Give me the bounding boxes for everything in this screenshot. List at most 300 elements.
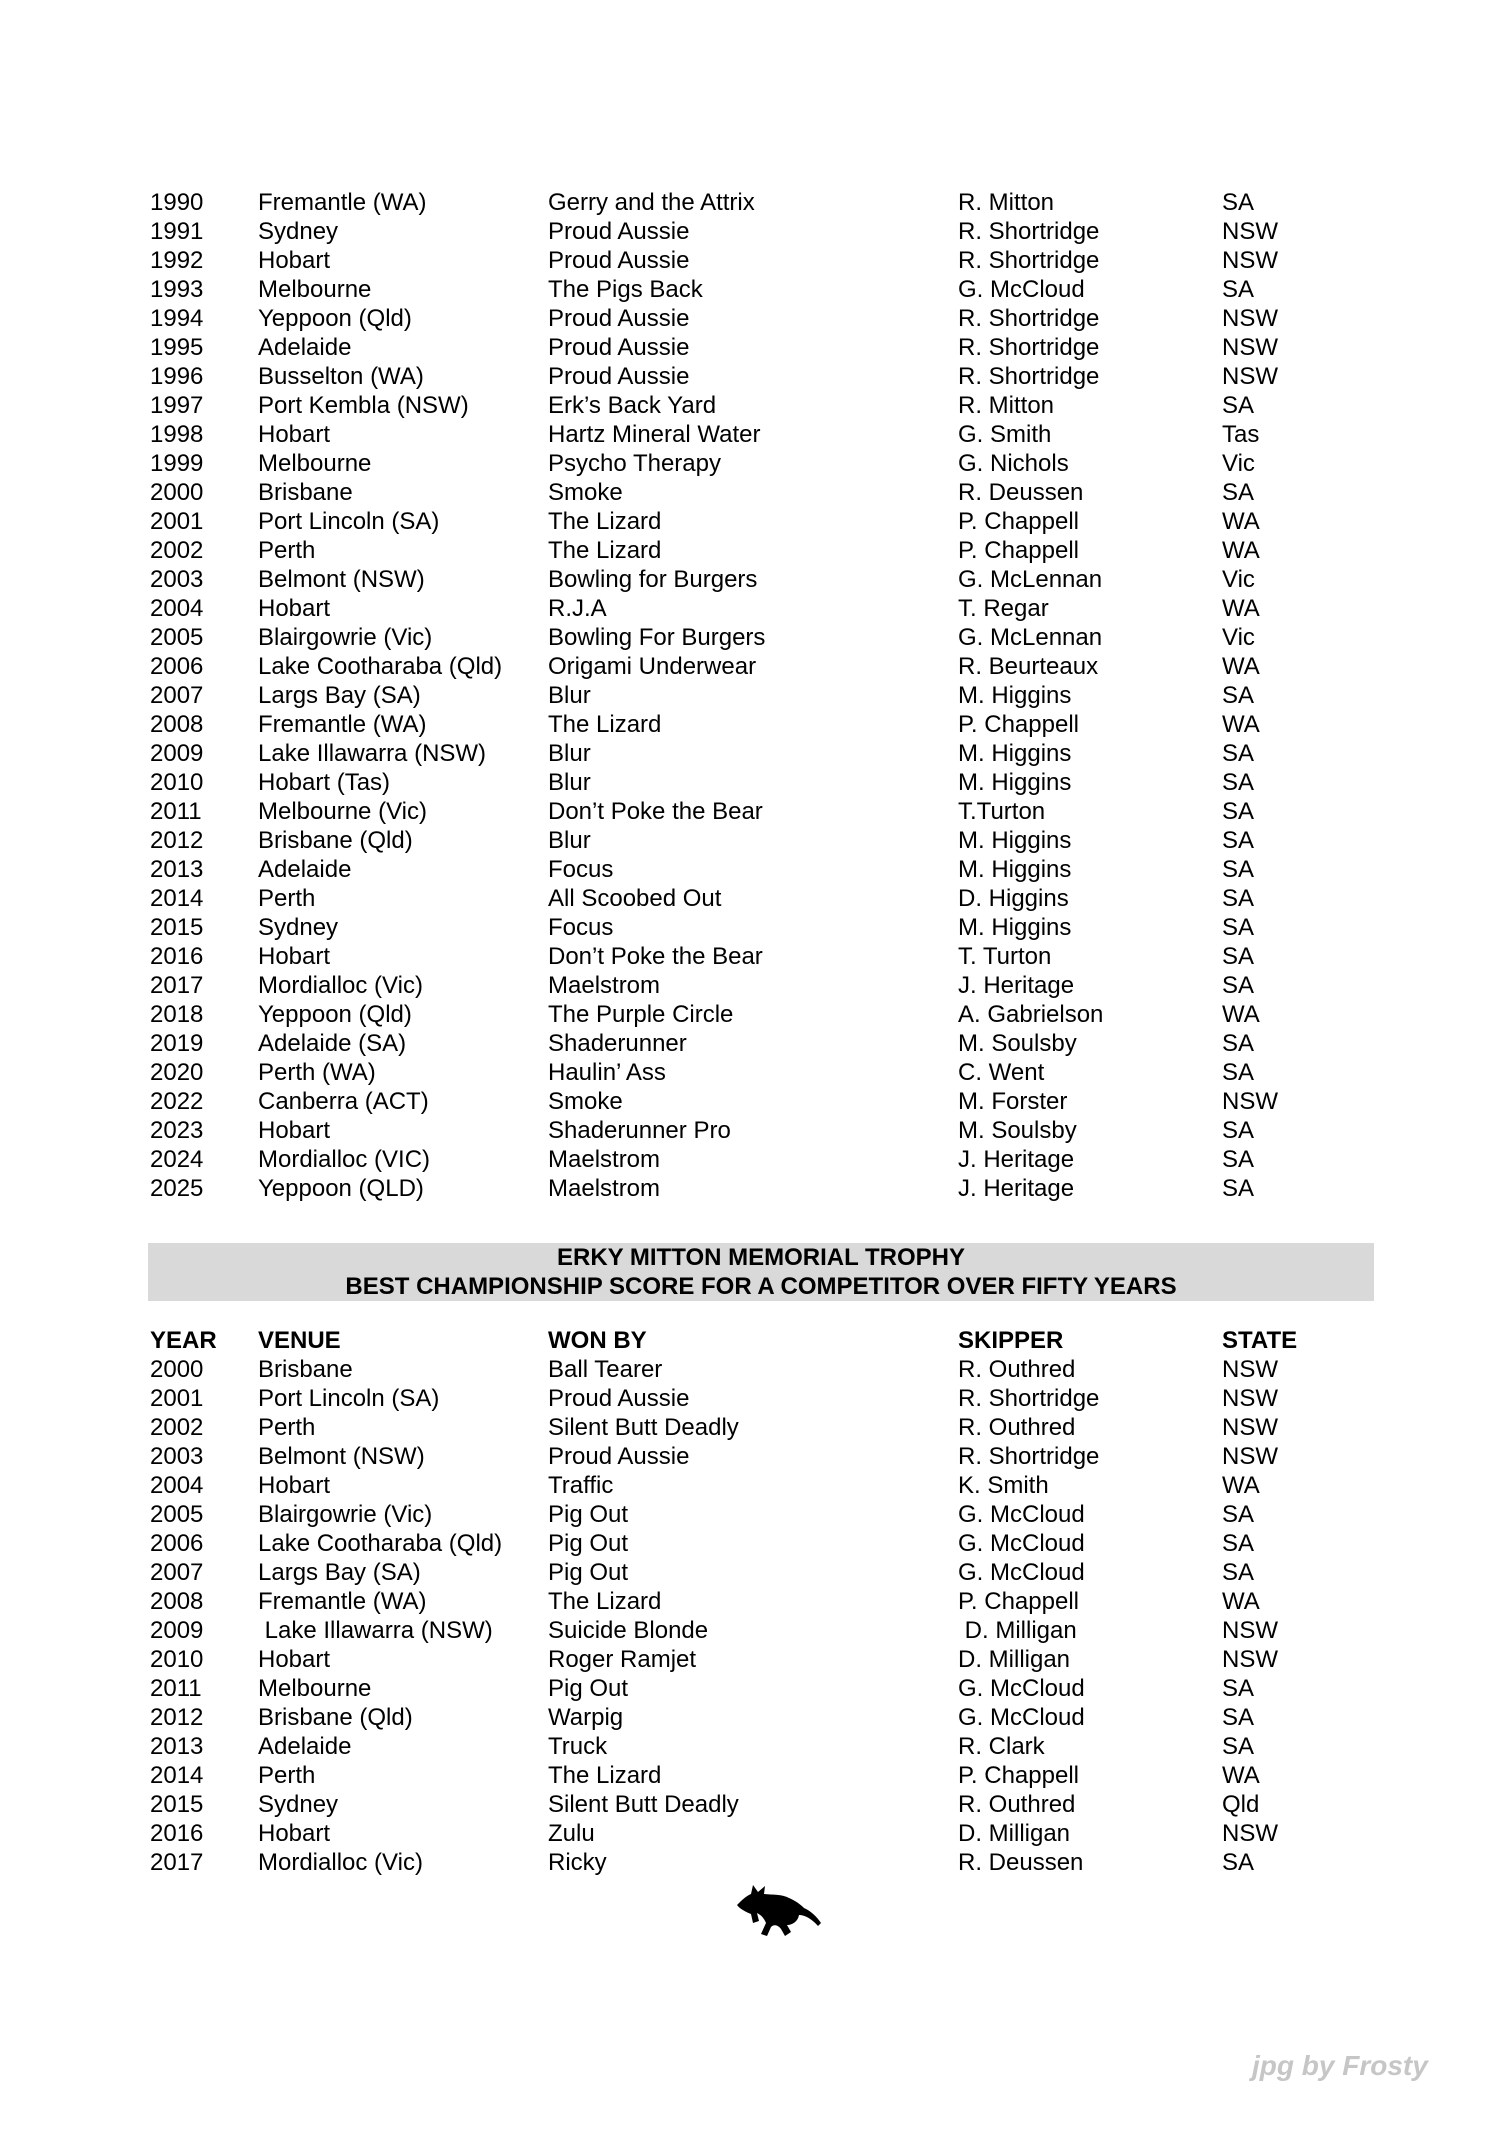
year-cell: 2011	[150, 798, 202, 825]
skipper-cell: R. Shortridge	[958, 305, 1100, 332]
venue-cell: Lake Cootharaba (Qld)	[258, 653, 503, 680]
skipper-cell: T.Turton	[958, 798, 1046, 825]
state-cell: SA	[1222, 827, 1255, 854]
wonby-cell: Bowling for Burgers	[548, 566, 758, 593]
venue-cell: Lake Cootharaba (Qld)	[258, 1530, 503, 1557]
wonby-cell: Proud Aussie	[548, 218, 690, 245]
trophy-banner	[148, 1243, 1374, 1301]
wonby-cell: Silent Butt Deadly	[548, 1414, 739, 1441]
table-row	[150, 855, 1352, 884]
venue-cell: Perth (WA)	[258, 1059, 376, 1086]
year-cell: 1994	[150, 305, 204, 332]
venue-cell: Hobart	[258, 1472, 331, 1499]
wonby-cell: Focus	[548, 914, 614, 941]
wonby-cell: Proud Aussie	[548, 363, 690, 390]
kangaroo-icon	[735, 1882, 821, 1938]
state-cell: WA	[1222, 1588, 1260, 1615]
venue-cell: Adelaide (SA)	[258, 1030, 407, 1057]
venue-cell: Belmont (NSW)	[258, 1443, 425, 1470]
state-cell: NSW	[1222, 1088, 1278, 1115]
table-row	[150, 507, 1352, 536]
skipper-cell: G. Nichols	[958, 450, 1069, 477]
venue-cell: Melbourne	[258, 276, 372, 303]
table-row	[150, 333, 1352, 362]
table-row	[150, 971, 1352, 1000]
skipper-cell: R. Shortridge	[958, 247, 1100, 274]
state-cell: SA	[1222, 479, 1255, 506]
table-row	[150, 1442, 1352, 1471]
venue-cell: Hobart	[258, 421, 331, 448]
state-cell: SA	[1222, 1117, 1255, 1144]
wonby-cell: Pig Out	[548, 1675, 629, 1702]
table-row	[150, 1645, 1352, 1674]
skipper-cell: R. Outhred	[958, 1356, 1076, 1383]
state-cell: WA	[1222, 1762, 1260, 1789]
wonby-cell: Silent Butt Deadly	[548, 1791, 739, 1818]
skipper-cell: R. Shortridge	[958, 334, 1100, 361]
venue-cell: Hobart	[258, 1117, 331, 1144]
wonby-cell: Don’t Poke the Bear	[548, 943, 763, 970]
wonby-cell: The Pigs Back	[548, 276, 703, 303]
trophy-table-header-row	[150, 1326, 1352, 1355]
skipper-cell: T. Regar	[958, 595, 1049, 622]
table-row	[150, 1790, 1352, 1819]
state-cell: WA	[1222, 653, 1260, 680]
skipper-cell: J. Heritage	[958, 1146, 1075, 1173]
trophy-banner-title: ERKY MITTON MEMORIAL TROPHY	[556, 1244, 966, 1271]
wonby-cell: Truck	[548, 1733, 608, 1760]
wonby-cell: All Scoobed Out	[548, 885, 722, 912]
table-row	[150, 913, 1352, 942]
year-cell: 2016	[150, 943, 204, 970]
wonby-cell: Shaderunner Pro	[548, 1117, 731, 1144]
wonby-cell: Proud Aussie	[548, 334, 690, 361]
year-cell: 2005	[150, 1501, 204, 1528]
year-cell: 2004	[150, 1472, 204, 1499]
state-cell: SA	[1222, 189, 1255, 216]
venue-cell: Yeppoon (Qld)	[258, 1001, 412, 1028]
wonby-cell: Don’t Poke the Bear	[548, 798, 763, 825]
state-cell: NSW	[1222, 247, 1278, 274]
table-row	[150, 1819, 1352, 1848]
skipper-cell: M. Higgins	[958, 827, 1072, 854]
state-cell: SA	[1222, 1733, 1255, 1760]
trophy-results-body	[150, 1355, 1352, 1877]
state-cell: NSW	[1222, 1443, 1278, 1470]
venue-cell: Mordialloc (VIC)	[258, 1146, 431, 1173]
skipper-cell: G. McCloud	[958, 276, 1085, 303]
year-cell: 2002	[150, 537, 204, 564]
year-cell: 2004	[150, 595, 204, 622]
year-cell: 2018	[150, 1001, 204, 1028]
skipper-cell: R. Shortridge	[958, 218, 1100, 245]
year-cell: 2003	[150, 566, 204, 593]
venue-cell: Hobart	[258, 1646, 331, 1673]
venue-cell: Adelaide	[258, 334, 352, 361]
table-row	[150, 942, 1352, 971]
table-row	[150, 623, 1352, 652]
skipper-cell: G. McCloud	[958, 1704, 1085, 1731]
state-cell: SA	[1222, 1146, 1255, 1173]
wonby-cell: Haulin’ Ass	[548, 1059, 666, 1086]
state-cell: WA	[1222, 508, 1260, 535]
skipper-cell: R. Deussen	[958, 479, 1084, 506]
wonby-cell: Zulu	[548, 1820, 595, 1847]
year-cell: 2008	[150, 1588, 204, 1615]
state-cell: SA	[1222, 1675, 1255, 1702]
venue-cell: Fremantle (WA)	[258, 189, 427, 216]
year-cell: 2013	[150, 1733, 204, 1760]
skipper-cell: R. Mitton	[958, 189, 1055, 216]
venue-cell: Perth	[258, 885, 316, 912]
wonby-cell: The Lizard	[548, 1762, 662, 1789]
state-cell: Tas	[1222, 421, 1260, 448]
state-cell: NSW	[1222, 1414, 1278, 1441]
table-row	[150, 1087, 1352, 1116]
table-row	[150, 1587, 1352, 1616]
year-cell: 2006	[150, 1530, 204, 1557]
year-cell: 2014	[150, 885, 204, 912]
venue-cell: Mordialloc (Vic)	[258, 972, 423, 999]
venue-cell: Hobart	[258, 595, 331, 622]
venue-cell: Perth	[258, 1762, 316, 1789]
venue-cell: Melbourne	[258, 450, 372, 477]
wonby-cell: Origami Underwear	[548, 653, 757, 680]
state-cell: WA	[1222, 1001, 1260, 1028]
state-cell: Qld	[1222, 1791, 1260, 1818]
state-cell: SA	[1222, 914, 1255, 941]
table-row	[150, 391, 1352, 420]
trophy-banner-subtitle: BEST CHAMPIONSHIP SCORE FOR A COMPETITOR OVER FIFTY YEARS	[345, 1273, 1177, 1300]
year-cell: 2000	[150, 1356, 204, 1383]
wonby-cell: Pig Out	[548, 1530, 629, 1557]
year-cell: 2001	[150, 1385, 204, 1412]
skipper-cell: R. Outhred	[958, 1414, 1076, 1441]
year-cell: 2001	[150, 508, 204, 535]
wonby-cell: Smoke	[548, 1088, 623, 1115]
wonby-cell: Traffic	[548, 1472, 614, 1499]
table-row	[150, 1471, 1352, 1500]
table-row	[150, 1355, 1352, 1384]
year-cell: 2011	[150, 1675, 202, 1702]
table-row	[150, 1000, 1352, 1029]
state-cell: SA	[1222, 943, 1255, 970]
table-row	[150, 565, 1352, 594]
state-cell: SA	[1222, 1175, 1255, 1202]
wonby-cell: Shaderunner	[548, 1030, 687, 1057]
state-cell: SA	[1222, 276, 1255, 303]
wonby-cell: Warpig	[548, 1704, 624, 1731]
championship-results-body	[150, 188, 1352, 1203]
year-cell: 1993	[150, 276, 204, 303]
state-cell: SA	[1222, 856, 1255, 883]
table-row	[150, 1116, 1352, 1145]
skipper-cell: T. Turton	[958, 943, 1052, 970]
wonby-cell: Hartz Mineral Water	[548, 421, 761, 448]
table-row	[150, 826, 1352, 855]
state-cell: SA	[1222, 972, 1255, 999]
state-cell: SA	[1222, 1530, 1255, 1557]
state-cell: NSW	[1222, 1385, 1278, 1412]
venue-cell: Brisbane (Qld)	[258, 1704, 413, 1731]
table-row	[150, 1674, 1352, 1703]
state-cell: SA	[1222, 769, 1255, 796]
state-cell: SA	[1222, 885, 1255, 912]
state-cell: NSW	[1222, 1617, 1278, 1644]
wonby-cell: Maelstrom	[548, 972, 661, 999]
year-cell: 2015	[150, 1791, 204, 1818]
year-cell: 2007	[150, 1559, 204, 1586]
skipper-cell: P. Chappell	[958, 537, 1079, 564]
skipper-column-header: SKIPPER	[958, 1327, 1064, 1354]
state-cell: NSW	[1222, 1820, 1278, 1847]
venue-cell: Busselton (WA)	[258, 363, 424, 390]
state-cell: NSW	[1222, 334, 1278, 361]
wonby-cell: Proud Aussie	[548, 247, 690, 274]
year-cell: 1998	[150, 421, 204, 448]
year-cell: 2020	[150, 1059, 204, 1086]
wonby-cell: Gerry and the Attrix	[548, 189, 755, 216]
table-row	[150, 1384, 1352, 1413]
table-row	[150, 768, 1352, 797]
table-row	[150, 449, 1352, 478]
skipper-cell: G. McCloud	[958, 1559, 1085, 1586]
skipper-cell: R. Mitton	[958, 392, 1055, 419]
year-cell: 2017	[150, 1849, 204, 1876]
wonby-cell: Blur	[548, 769, 591, 796]
skipper-cell: J. Heritage	[958, 972, 1075, 999]
year-cell: 2017	[150, 972, 204, 999]
wonby-cell: Suicide Blonde	[548, 1617, 709, 1644]
wonby-cell: Blur	[548, 740, 591, 767]
table-row	[150, 1174, 1352, 1203]
state-cell: NSW	[1222, 218, 1278, 245]
state-cell: Vic	[1222, 450, 1255, 477]
wonby-cell: The Lizard	[548, 508, 662, 535]
venue-cell: Adelaide	[258, 1733, 352, 1760]
venue-cell: Brisbane (Qld)	[258, 827, 413, 854]
venue-cell: Largs Bay (SA)	[258, 1559, 421, 1586]
skipper-cell: M. Higgins	[958, 740, 1072, 767]
venue-cell: Port Kembla (NSW)	[258, 392, 469, 419]
venue-cell: Melbourne (Vic)	[258, 798, 427, 825]
table-row	[150, 797, 1352, 826]
year-cell: 2010	[150, 769, 204, 796]
year-cell: 1997	[150, 392, 204, 419]
state-cell: SA	[1222, 1030, 1255, 1057]
wonby-cell: Maelstrom	[548, 1175, 661, 1202]
table-row	[150, 536, 1352, 565]
state-cell: SA	[1222, 798, 1255, 825]
skipper-cell: R. Shortridge	[958, 1443, 1100, 1470]
venue-cell: Largs Bay (SA)	[258, 682, 421, 709]
year-cell: 1992	[150, 247, 204, 274]
venue-cell: Perth	[258, 1414, 316, 1441]
venue-cell: Brisbane	[258, 479, 353, 506]
venue-cell: Adelaide	[258, 856, 352, 883]
state-cell: WA	[1222, 1472, 1260, 1499]
table-row	[150, 1500, 1352, 1529]
table-row	[150, 188, 1352, 217]
state-cell: Vic	[1222, 624, 1255, 651]
year-cell: 2007	[150, 682, 204, 709]
skipper-cell: J. Heritage	[958, 1175, 1075, 1202]
venue-cell: Perth	[258, 537, 316, 564]
table-row	[150, 1616, 1352, 1645]
skipper-cell: R. Beurteaux	[958, 653, 1099, 680]
venue-cell: Hobart	[258, 247, 331, 274]
venue-cell: Sydney	[258, 914, 339, 941]
year-cell: 2002	[150, 1414, 204, 1441]
table-row	[150, 1703, 1352, 1732]
wonby-cell: Roger Ramjet	[548, 1646, 697, 1673]
year-cell: 2003	[150, 1443, 204, 1470]
table-row	[150, 362, 1352, 391]
table-row	[150, 217, 1352, 246]
table-row	[150, 884, 1352, 913]
venue-cell: Port Lincoln (SA)	[258, 508, 440, 535]
year-column-header: YEAR	[150, 1327, 217, 1354]
year-cell: 2025	[150, 1175, 204, 1202]
table-row	[150, 1761, 1352, 1790]
table-row	[150, 1029, 1352, 1058]
year-cell: 2015	[150, 914, 204, 941]
table-row	[150, 1848, 1352, 1877]
year-cell: 2009	[150, 1617, 204, 1644]
table-row	[150, 739, 1352, 768]
wonby-cell: Pig Out	[548, 1501, 629, 1528]
state-cell: SA	[1222, 1849, 1255, 1876]
skipper-cell: G. McLennan	[958, 624, 1103, 651]
year-cell: 1996	[150, 363, 204, 390]
table-row	[150, 420, 1352, 449]
state-column-header: STATE	[1222, 1327, 1298, 1354]
venue-cell: Lake Illawarra (NSW)	[258, 740, 487, 767]
trophy-results-table	[150, 1326, 1352, 1877]
watermark-text: jpg by Frosty	[1252, 2050, 1428, 2081]
skipper-cell: P. Chappell	[958, 711, 1079, 738]
wonby-cell: Proud Aussie	[548, 1385, 690, 1412]
state-cell: Vic	[1222, 566, 1255, 593]
venue-cell: Hobart	[258, 1820, 331, 1847]
skipper-cell: R. Deussen	[958, 1849, 1084, 1876]
state-cell: NSW	[1222, 1646, 1278, 1673]
venue-cell: Mordialloc (Vic)	[258, 1849, 423, 1876]
state-cell: SA	[1222, 1059, 1255, 1086]
wonby-cell: Smoke	[548, 479, 623, 506]
venue-cell: Sydney	[258, 1791, 339, 1818]
venue-cell: Belmont (NSW)	[258, 566, 425, 593]
skipper-cell: M. Soulsby	[958, 1030, 1077, 1057]
venue-cell: Blairgowrie (Vic)	[258, 1501, 433, 1528]
table-row	[150, 304, 1352, 333]
skipper-cell: P. Chappell	[958, 508, 1079, 535]
state-cell: SA	[1222, 392, 1255, 419]
venue-cell: Lake Illawarra (NSW)	[258, 1617, 493, 1644]
year-cell: 1995	[150, 334, 204, 361]
year-cell: 2010	[150, 1646, 204, 1673]
year-cell: 1999	[150, 450, 204, 477]
year-cell: 2009	[150, 740, 204, 767]
wonby-cell: Psycho Therapy	[548, 450, 721, 477]
wonby-column-header: WON BY	[548, 1327, 647, 1354]
state-cell: SA	[1222, 682, 1255, 709]
year-cell: 2019	[150, 1030, 204, 1057]
wonby-cell: Blur	[548, 827, 591, 854]
table-row	[150, 1529, 1352, 1558]
skipper-cell: K. Smith	[958, 1472, 1049, 1499]
skipper-cell: M. Higgins	[958, 914, 1072, 941]
skipper-cell: R. Shortridge	[958, 363, 1100, 390]
state-cell: SA	[1222, 1501, 1255, 1528]
state-cell: NSW	[1222, 305, 1278, 332]
state-cell: SA	[1222, 1704, 1255, 1731]
year-cell: 2024	[150, 1146, 204, 1173]
table-row	[150, 1058, 1352, 1087]
table-row	[150, 1558, 1352, 1587]
skipper-cell: D. Milligan	[958, 1646, 1071, 1673]
skipper-cell: C. Went	[958, 1059, 1045, 1086]
table-row	[150, 275, 1352, 304]
year-cell: 2012	[150, 1704, 204, 1731]
year-cell: 1991	[150, 218, 204, 245]
wonby-cell: Bowling For Burgers	[548, 624, 766, 651]
skipper-cell: D. Higgins	[958, 885, 1069, 912]
venue-column-header: VENUE	[258, 1327, 341, 1354]
wonby-cell: The Lizard	[548, 1588, 662, 1615]
skipper-cell: M. Higgins	[958, 856, 1072, 883]
table-row	[150, 1145, 1352, 1174]
state-cell: NSW	[1222, 363, 1278, 390]
skipper-cell: M. Soulsby	[958, 1117, 1077, 1144]
skipper-cell: M. Forster	[958, 1088, 1068, 1115]
wonby-cell: R.J.A	[548, 595, 607, 622]
year-cell: 2022	[150, 1088, 204, 1115]
wonby-cell: Proud Aussie	[548, 1443, 690, 1470]
skipper-cell: G. McCloud	[958, 1530, 1085, 1557]
wonby-cell: Erk’s Back Yard	[548, 392, 717, 419]
year-cell: 2023	[150, 1117, 204, 1144]
state-cell: NSW	[1222, 1356, 1278, 1383]
venue-cell: Port Lincoln (SA)	[258, 1385, 440, 1412]
venue-cell: Fremantle (WA)	[258, 1588, 427, 1615]
skipper-cell: P. Chappell	[958, 1588, 1079, 1615]
championship-results-table	[150, 188, 1352, 1203]
table-row	[150, 681, 1352, 710]
skipper-cell: P. Chappell	[958, 1762, 1079, 1789]
state-cell: SA	[1222, 1559, 1255, 1586]
table-row	[150, 594, 1352, 623]
year-cell: 2013	[150, 856, 204, 883]
state-cell: WA	[1222, 711, 1260, 738]
wonby-cell: The Lizard	[548, 711, 662, 738]
skipper-cell: G. McLennan	[958, 566, 1103, 593]
year-cell: 2000	[150, 479, 204, 506]
venue-cell: Yeppoon (QLD)	[258, 1175, 424, 1202]
skipper-cell: M. Higgins	[958, 769, 1072, 796]
venue-cell: Melbourne	[258, 1675, 372, 1702]
wonby-cell: Proud Aussie	[548, 305, 690, 332]
venue-cell: Canberra (ACT)	[258, 1088, 429, 1115]
skipper-cell: R. Clark	[958, 1733, 1045, 1760]
year-cell: 2014	[150, 1762, 204, 1789]
wonby-cell: The Lizard	[548, 537, 662, 564]
venue-cell: Hobart (Tas)	[258, 769, 391, 796]
venue-cell: Hobart	[258, 943, 331, 970]
venue-cell: Blairgowrie (Vic)	[258, 624, 433, 651]
state-cell: WA	[1222, 595, 1260, 622]
wonby-cell: The Purple Circle	[548, 1001, 734, 1028]
